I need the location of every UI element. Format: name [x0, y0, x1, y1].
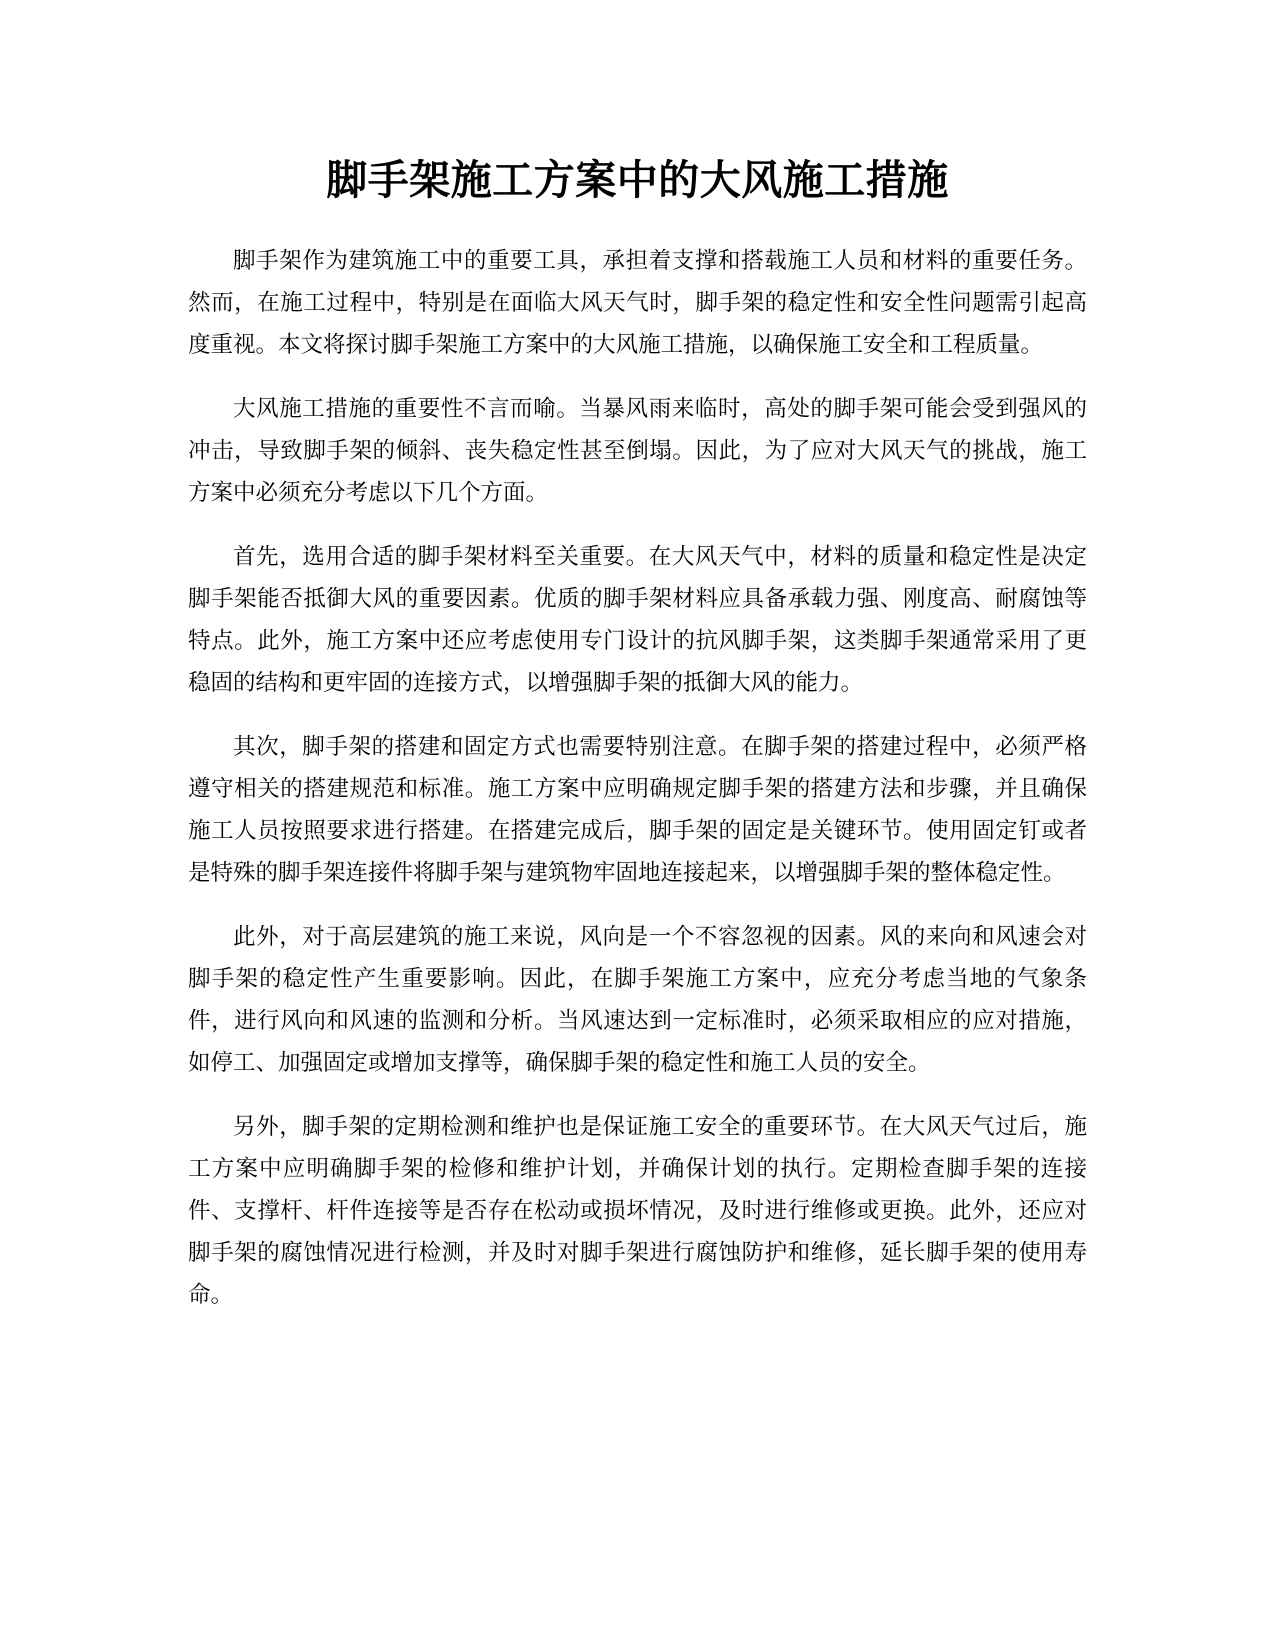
paragraph-4: 其次，脚手架的搭建和固定方式也需要特别注意。在脚手架的搭建过程中，必须严格遵守相关的搭建规范和标准。施工方案中应明确规定脚手架的搭建方法和步骤，并且确保施工人员按照要求进行搭建。在搭建完成后，脚手架的固定是关键环节。使用固定钉或者是特殊的脚手架连接件将脚手架与建筑物牢固地连接起来，以增强脚手架的整体稳定性。 — [188, 734, 1087, 886]
paragraph-2: 大风施工措施的重要性不言而喻。当暴风雨来临时，高处的脚手架可能会受到强风的冲击，导致脚手架的倾斜、丧失稳定性甚至倒塌。因此，为了应对大风天气的挑战，施工方案中必须充分考虑以下几个方面。 — [188, 396, 1087, 506]
paragraph-3: 首先，选用合适的脚手架材料至关重要。在大风天气中，材料的质量和稳定性是决定脚手架能否抵御大风的重要因素。优质的脚手架材料应具备承载力强、刚度高、耐腐蚀等特点。此外，施工方案中还应考虑使用专门设计的抗风脚手架，这类脚手架通常采用了更稳固的结构和更牢固的连接方式，以增强脚手架的抵御大风的能力。 — [188, 544, 1087, 696]
document-title: 脚手架施工方案中的大风施工措施 — [326, 156, 949, 204]
paragraph-5: 此外，对于高层建筑的施工来说，风向是一个不容忽视的因素。风的来向和风速会对脚手架的稳定性产生重要影响。因此，在脚手架施工方案中，应充分考虑当地的气象条件，进行风向和风速的监测和分析。当风速达到一定标准时，必须采取相应的应对措施，如停工、加强固定或增加支撑等，确保脚手架的稳定性和施工人员的安全。 — [188, 924, 1087, 1076]
document-body — [188, 240, 1087, 1338]
paragraph-6: 另外，脚手架的定期检测和维护也是保证施工安全的重要环节。在大风天气过后，施工方案中应明确脚手架的检修和维护计划，并确保计划的执行。定期检查脚手架的连接件、支撑杆、杆件连接等是否存在松动或损坏情况，及时进行维修或更换。此外，还应对脚手架的腐蚀情况进行检测，并及时对脚手架进行腐蚀防护和维修，延长脚手架的使用寿命。 — [188, 1114, 1087, 1308]
paragraph-1: 脚手架作为建筑施工中的重要工具，承担着支撑和搭载施工人员和材料的重要任务。然而，在施工过程中，特别是在面临大风天气时，脚手架的稳定性和安全性问题需引起高度重视。本文将探讨脚手架施工方案中的大风施工措施，以确保施工安全和工程质量。 — [188, 248, 1087, 358]
